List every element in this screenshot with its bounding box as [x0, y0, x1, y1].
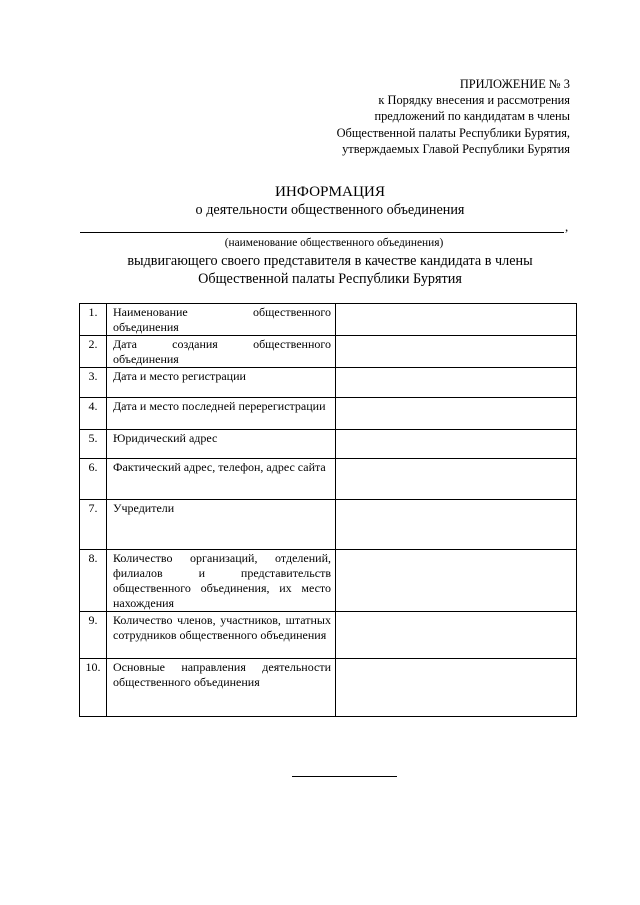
table-row	[80, 550, 577, 612]
row-value-cell	[336, 659, 577, 717]
chamber-name-text: Общественной палаты Республики Бурятия	[198, 271, 462, 287]
table-row	[80, 336, 577, 368]
row-number: 10.	[80, 659, 107, 717]
row-value-cell	[336, 336, 577, 368]
row-number: 8.	[80, 550, 107, 612]
appendix-line: утверждаемых Главой Республики Бурятия	[342, 141, 570, 156]
document-subtitle: о деятельности общественного объединения	[195, 202, 465, 218]
organization-name-hint: (наименование общественного объединения)	[224, 237, 444, 249]
appendix-line: Общественной палаты Республики Бурятия,	[336, 125, 570, 140]
row-number: 2.	[80, 336, 107, 368]
row-label: Количество членов, участников, штатных сотрудников общественного объединения	[107, 612, 336, 659]
table-row	[80, 500, 577, 550]
appendix-line: предложений по кандидатам в члены	[374, 109, 570, 124]
row-value-cell	[336, 550, 577, 612]
row-number: 3.	[80, 368, 107, 398]
table-row	[80, 304, 577, 336]
table-row	[80, 368, 577, 398]
row-number: 7.	[80, 500, 107, 550]
row-label: Юридический адрес	[107, 430, 336, 459]
appendix-header	[290, 76, 570, 157]
table-row	[80, 459, 577, 500]
closing-line	[292, 776, 397, 777]
row-label: Основные направления деятельности общественного объединения	[107, 659, 336, 717]
document-title: ИНФОРМАЦИЯ	[274, 183, 386, 200]
row-value-cell	[336, 430, 577, 459]
row-value-cell	[336, 612, 577, 659]
information-table	[79, 303, 577, 717]
row-label: Фактический адрес, телефон, адрес сайта	[107, 459, 336, 500]
row-number: 6.	[80, 459, 107, 500]
row-label: Количество организаций, отделений, филиалов и представительств общественного объединения, их место нахождения	[107, 550, 336, 612]
row-number: 9.	[80, 612, 107, 659]
organization-name-fill-line	[80, 232, 564, 233]
row-label: Дата создания общественного объединения	[107, 336, 336, 368]
appendix-line: ПРИЛОЖЕНИЕ № 3	[459, 77, 570, 91]
row-label: Дата и место последней перерегистрации	[107, 398, 336, 430]
fill-line-comma: ,	[565, 219, 569, 234]
row-number: 4.	[80, 398, 107, 430]
row-value-cell	[336, 500, 577, 550]
row-label: Дата и место регистрации	[107, 368, 336, 398]
table-row	[80, 659, 577, 717]
row-label: Наименование общественного объединения	[107, 304, 336, 336]
row-number: 1.	[80, 304, 107, 336]
row-value-cell	[336, 459, 577, 500]
row-number: 5.	[80, 430, 107, 459]
table-row	[80, 398, 577, 430]
row-label: Учредители	[107, 500, 336, 550]
row-value-cell	[336, 368, 577, 398]
row-value-cell	[336, 398, 577, 430]
nomination-text: выдвигающего своего представителя в качестве кандидата в члены	[127, 253, 533, 269]
row-value-cell	[336, 304, 577, 336]
appendix-line: к Порядку внесения и рассмотрения	[378, 93, 570, 108]
table-row	[80, 612, 577, 659]
table-row	[80, 430, 577, 459]
